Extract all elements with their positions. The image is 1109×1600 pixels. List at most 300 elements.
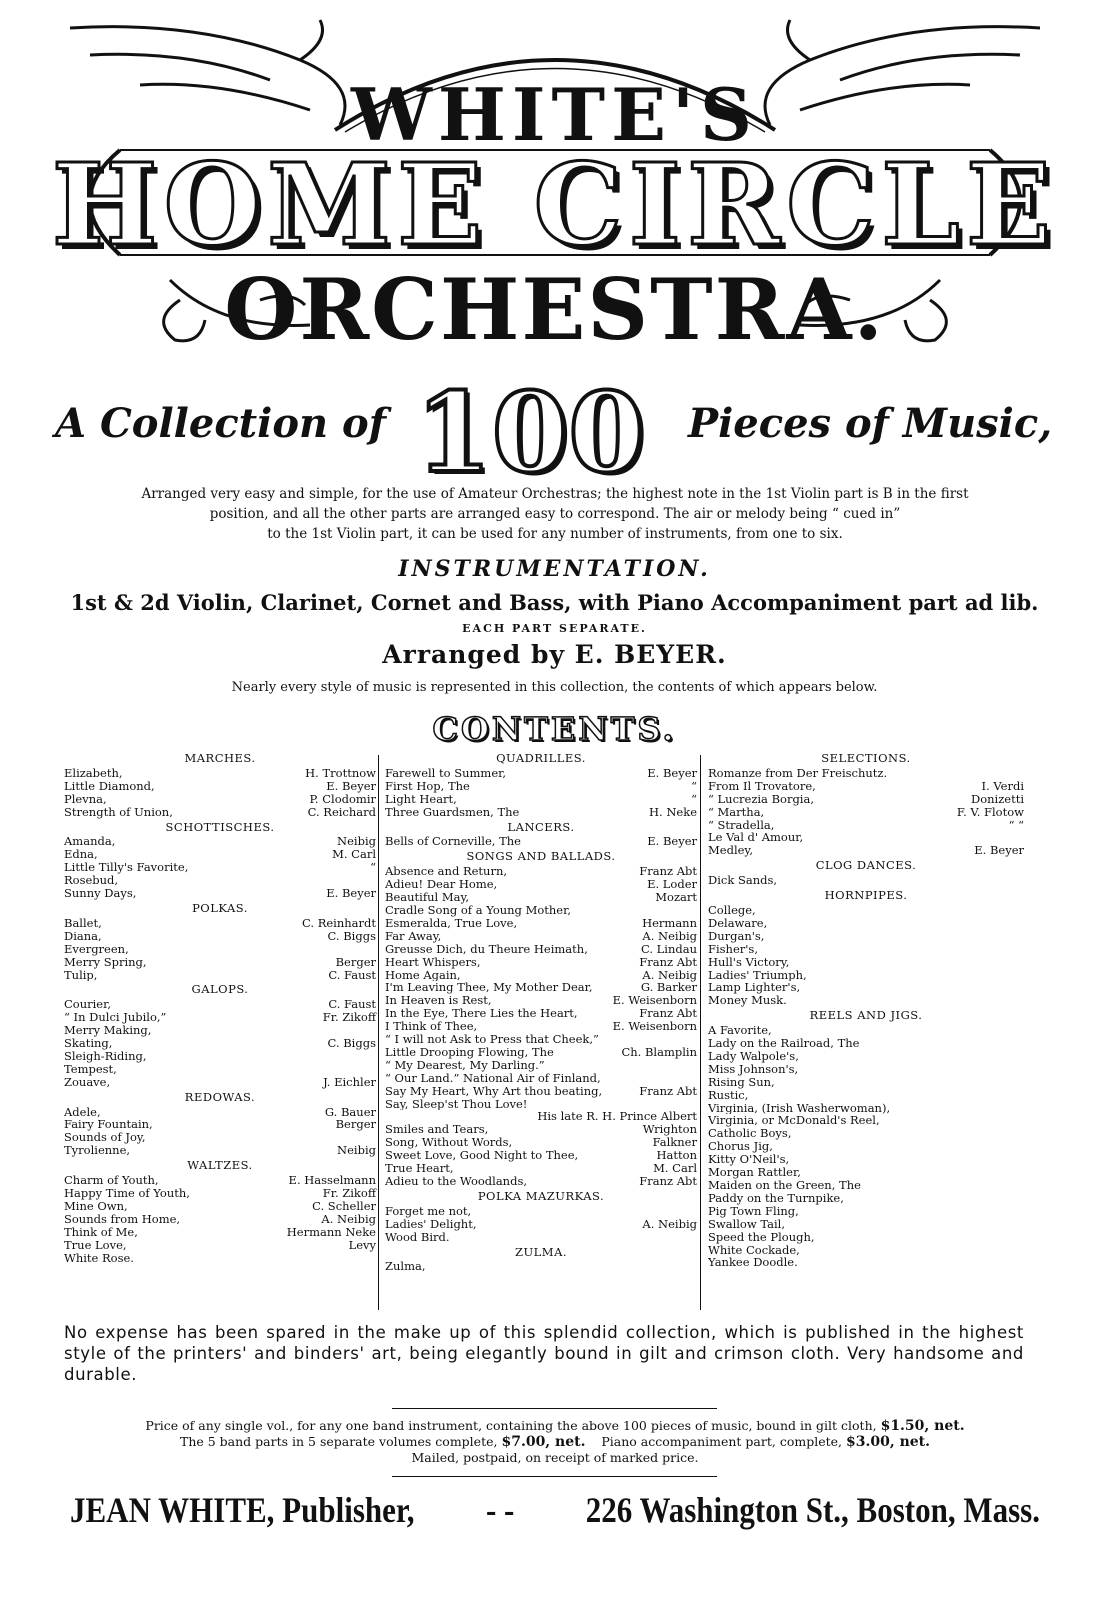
contents-entry bbox=[64, 956, 376, 969]
piece-title: Courier, bbox=[64, 998, 111, 1012]
composer-name: C. Reinhardt bbox=[302, 915, 376, 930]
piece-title: Sounds of Joy, bbox=[64, 1131, 146, 1145]
composer-name: E. Weisenborn bbox=[612, 1019, 697, 1034]
composer-name: Fr. Zikoff bbox=[322, 1010, 376, 1025]
contents-entry bbox=[385, 891, 697, 904]
piece-title: Say, Sleep'st Thou Love! bbox=[385, 1097, 528, 1111]
composer-name: C. Reichard bbox=[307, 804, 376, 819]
contents-entry bbox=[64, 1063, 376, 1076]
composer-name: Franz Abt bbox=[639, 1083, 697, 1098]
contents-entry bbox=[385, 1260, 697, 1273]
contents-entry bbox=[385, 1085, 697, 1098]
composer-name: E. Loder bbox=[647, 877, 697, 892]
publisher-footer bbox=[70, 1490, 1040, 1531]
composer-name bbox=[1018, 1244, 1024, 1257]
contents-entry bbox=[708, 874, 1024, 887]
piece-title: In the Eye, There Lies the Heart, bbox=[385, 1007, 578, 1021]
contents-column-1 bbox=[64, 750, 376, 1264]
contents-entry bbox=[708, 1166, 1024, 1179]
piece-title: Elizabeth, bbox=[64, 766, 123, 780]
composer-name bbox=[1018, 1166, 1024, 1179]
composer-name: E. Beyer bbox=[326, 778, 376, 793]
instrumentation-heading: INSTRUMENTATION. bbox=[398, 556, 711, 582]
contents-entry bbox=[708, 969, 1024, 982]
composer-name bbox=[370, 1063, 376, 1076]
contents-intro: Nearly every style of music is represented in this collection, the contents of which appears below. bbox=[231, 680, 878, 695]
piece-title: Delaware, bbox=[708, 916, 768, 930]
section-heading: WALTZES. bbox=[187, 1158, 253, 1173]
composer-name bbox=[1018, 1063, 1024, 1076]
piece-title: Adele, bbox=[64, 1105, 101, 1119]
piece-title: I Think of Thee, bbox=[385, 1020, 478, 1034]
composer-name bbox=[1018, 1050, 1024, 1063]
price-amount: $3.00, net. bbox=[846, 1434, 931, 1450]
piece-title: Rosebud, bbox=[64, 874, 119, 888]
piece-title: Little Drooping Flowing, The bbox=[385, 1045, 554, 1059]
composer-name: H. Trottnow bbox=[305, 765, 376, 780]
collection-number: 100 bbox=[415, 368, 645, 497]
composer-name: E. Weisenborn bbox=[612, 993, 697, 1008]
piece-title: I'm Leaving Thee, My Mother Dear, bbox=[385, 981, 593, 995]
section-heading: ZULMA. bbox=[514, 1244, 568, 1259]
composer-name: Franz Abt bbox=[639, 1006, 697, 1021]
piece-title: Hull's Victory, bbox=[708, 955, 790, 969]
piece-title: Merry Spring, bbox=[64, 955, 147, 969]
piece-title: White Rose. bbox=[64, 1251, 134, 1265]
column-divider bbox=[378, 755, 379, 1310]
contents-entry bbox=[64, 1050, 376, 1063]
contents-entry bbox=[385, 1218, 697, 1231]
piece-title: In Heaven is Rest, bbox=[385, 994, 492, 1008]
composer-name: Berger bbox=[335, 954, 376, 969]
contents-entry bbox=[64, 1239, 376, 1252]
piece-title: Little Diamond, bbox=[64, 779, 155, 793]
composer-name: M. Carl bbox=[332, 847, 376, 862]
section-heading: SCHOTTISCHES. bbox=[165, 819, 275, 834]
piece-title: Virginia, (Irish Washerwoman), bbox=[708, 1101, 891, 1115]
piece-title: Skating, bbox=[64, 1037, 113, 1050]
piece-title: Happy Time of Youth, bbox=[64, 1187, 190, 1200]
composer-name: A. Neibig bbox=[642, 1216, 697, 1231]
contents-entry bbox=[385, 904, 697, 917]
composer-name: C. Faust bbox=[328, 997, 376, 1012]
piece-title: Miss Johnson's, bbox=[708, 1062, 799, 1076]
composer-name: “ bbox=[370, 860, 376, 875]
contents-entry bbox=[64, 848, 376, 861]
divider-rule bbox=[392, 1408, 717, 1409]
collection-left-text: A Collection of bbox=[55, 400, 386, 447]
piece-title: Pig Town Fling, bbox=[708, 1204, 799, 1218]
composer-name: Berger bbox=[335, 1117, 376, 1132]
piece-title: Virginia, or McDonald's Reel, bbox=[708, 1114, 880, 1128]
piece-title: Cradle Song of a Young Mother, bbox=[385, 903, 571, 917]
section-heading: GALOPS. bbox=[191, 982, 249, 997]
contents-entry bbox=[708, 994, 1024, 1007]
contents-entry bbox=[385, 780, 697, 793]
contents-entry bbox=[385, 1059, 697, 1072]
composer-name bbox=[1018, 1205, 1024, 1218]
piece-title: Ballet, bbox=[64, 916, 102, 930]
piece-title: Rising Sun, bbox=[708, 1075, 775, 1089]
contents-entry bbox=[64, 1226, 376, 1239]
piece-title: Yankee Doodle. bbox=[708, 1256, 798, 1270]
composer-name bbox=[1018, 1114, 1024, 1127]
arranged-by: Arranged by E. BEYER. bbox=[382, 640, 727, 669]
section-heading: HORNPIPES. bbox=[824, 888, 908, 903]
composer-name: C. Scheller bbox=[312, 1198, 376, 1213]
mailing-note: Mailed, postpaid, on receipt of marked price. bbox=[411, 1450, 699, 1465]
section-heading: SONGS AND BALLADS. bbox=[466, 849, 616, 864]
piece-title: Durgan's, bbox=[708, 929, 765, 943]
composer-name: J. Eichler bbox=[323, 1074, 376, 1089]
price-amount: $7.00, net. bbox=[501, 1434, 586, 1450]
composer-name bbox=[1018, 917, 1024, 930]
piece-title: Plevna, bbox=[64, 792, 107, 806]
each-part-note: EACH PART SEPARATE. bbox=[462, 622, 647, 635]
price-text: Piano accompaniment part, complete, bbox=[601, 1434, 843, 1449]
piece-title: Evergreen, bbox=[64, 942, 129, 956]
contents-entry bbox=[385, 1136, 697, 1149]
piece-title: Kitty O'Neil's, bbox=[708, 1153, 790, 1167]
composer-name: “ bbox=[691, 791, 697, 806]
contents-entry bbox=[64, 1037, 376, 1050]
section-heading: CLOG DANCES. bbox=[815, 858, 917, 873]
piece-title: “ I will not Ask to Press that Cheek,” bbox=[385, 1033, 599, 1046]
piece-title: Far Away, bbox=[385, 929, 442, 943]
footer-dashes: - - bbox=[485, 1490, 515, 1531]
composer-name bbox=[1018, 1256, 1024, 1269]
contents-entry bbox=[708, 1063, 1024, 1076]
piece-title: Tyrolienne, bbox=[64, 1144, 131, 1158]
contents-entry bbox=[385, 1046, 697, 1059]
piece-title: “ Martha, bbox=[708, 805, 765, 819]
piece-title: Rustic, bbox=[708, 1088, 749, 1102]
contents-entry bbox=[385, 930, 697, 943]
composer-name: Hermann Neke bbox=[286, 1224, 376, 1239]
piece-title: Light Heart, bbox=[385, 792, 457, 806]
composer-name bbox=[1018, 969, 1024, 982]
composer-name bbox=[691, 1260, 697, 1273]
piece-title: “ My Dearest, My Darling.” bbox=[385, 1058, 545, 1072]
composer-name: C. Biggs bbox=[327, 1036, 376, 1051]
contents-heading: CONTENTS. bbox=[432, 710, 677, 748]
composer-name bbox=[1018, 943, 1024, 956]
contents-entry bbox=[385, 1020, 697, 1033]
composer-name: Levy bbox=[348, 1237, 376, 1252]
composer-name: E. Beyer bbox=[647, 765, 697, 780]
piece-title: Zulma, bbox=[385, 1260, 426, 1274]
contents-column-2 bbox=[385, 750, 697, 1273]
contents-entry bbox=[64, 930, 376, 943]
contents-entry bbox=[708, 943, 1024, 956]
contents-entry bbox=[708, 1205, 1024, 1218]
composer-name: E. Beyer bbox=[647, 834, 697, 849]
composer-name: M. Carl bbox=[653, 1161, 697, 1176]
contents-entry bbox=[64, 1252, 376, 1265]
piece-title: Song, Without Words, bbox=[385, 1136, 513, 1150]
price-line bbox=[40, 1418, 1070, 1434]
contents-entry bbox=[708, 1231, 1024, 1244]
piece-title: Diana, bbox=[64, 929, 102, 943]
piece-title: Le Val d' Amour, bbox=[708, 831, 804, 845]
contents-entry bbox=[64, 1213, 376, 1226]
contents-entry bbox=[64, 1131, 376, 1144]
divider-rule bbox=[392, 1476, 717, 1477]
piece-title: Say My Heart, Why Art thou beating, bbox=[385, 1084, 603, 1098]
piece-title: Zouave, bbox=[64, 1075, 111, 1089]
contents-entry bbox=[708, 1089, 1024, 1102]
price-line bbox=[40, 1434, 1070, 1450]
section-heading: LANCERS. bbox=[507, 819, 575, 834]
composer-name bbox=[1018, 1127, 1024, 1140]
composer-name: G. Barker bbox=[640, 980, 697, 995]
piece-title: Edna, bbox=[64, 848, 98, 862]
contents-entry bbox=[708, 1050, 1024, 1063]
composer-name bbox=[1018, 1192, 1024, 1205]
contents-entry bbox=[64, 835, 376, 848]
composer-name: Ch. Blamplin bbox=[621, 1044, 697, 1059]
contents-entry bbox=[708, 1127, 1024, 1140]
contents-entry bbox=[708, 780, 1024, 793]
piece-title: Romanze from Der Freischutz. bbox=[708, 766, 888, 780]
composer-name bbox=[1018, 1179, 1024, 1192]
price-amount: $1.50, net. bbox=[880, 1418, 965, 1434]
section-heading: POLKA MAZURKAS. bbox=[477, 1188, 605, 1203]
piece-title: Bells of Corneville, The bbox=[385, 835, 521, 849]
composer-name bbox=[1018, 1102, 1024, 1115]
composer-name bbox=[1018, 956, 1024, 969]
contents-entry bbox=[64, 780, 376, 793]
composer-name: Fr. Zikoff bbox=[322, 1186, 376, 1200]
piece-title: Charm of Youth, bbox=[64, 1174, 159, 1187]
contents-entry bbox=[708, 1153, 1024, 1166]
composer-name: E. Beyer bbox=[974, 843, 1024, 858]
piece-title: Fisher's, bbox=[708, 942, 758, 956]
contents-subline: His late R. H. Prince Albert bbox=[537, 1109, 697, 1124]
section-heading: SELECTIONS. bbox=[821, 751, 911, 765]
piece-title: Adieu! Dear Home, bbox=[385, 878, 498, 892]
title-home-circle: HOME CIRCLE bbox=[51, 140, 1058, 271]
contents-entry bbox=[708, 1114, 1024, 1127]
composer-name: E. Hasselmann bbox=[288, 1173, 376, 1188]
piece-title: Sunny Days, bbox=[64, 887, 137, 900]
composer-name bbox=[1018, 994, 1024, 1007]
collection-right-text: Pieces of Music, bbox=[688, 400, 1053, 447]
contents-entry bbox=[708, 917, 1024, 930]
contents-entry bbox=[708, 1256, 1024, 1269]
section-heading: REELS AND JIGS. bbox=[809, 1008, 923, 1023]
intro-paragraph bbox=[50, 484, 1060, 544]
composer-name bbox=[1018, 1153, 1024, 1166]
contents-entry bbox=[385, 956, 697, 969]
contents-entry bbox=[708, 819, 1024, 832]
composer-name: Franz Abt bbox=[639, 1174, 697, 1188]
piece-title: Heart Whispers, bbox=[385, 955, 481, 969]
contents-entry bbox=[64, 1118, 376, 1131]
piece-title: Three Guardsmen, The bbox=[385, 805, 520, 819]
composer-name bbox=[370, 1252, 376, 1265]
piece-title: Sleigh-Riding, bbox=[64, 1049, 147, 1063]
composer-name: Franz Abt bbox=[639, 864, 697, 879]
contents-entry bbox=[385, 1231, 697, 1244]
composer-name bbox=[691, 1072, 697, 1085]
piece-title: Swallow Tail, bbox=[708, 1217, 786, 1231]
composer-name bbox=[370, 1050, 376, 1063]
piece-title: Merry Making, bbox=[64, 1024, 152, 1038]
contents-entry bbox=[708, 930, 1024, 943]
piece-title: White Cockade, bbox=[708, 1243, 800, 1257]
title-whites: WHITE'S bbox=[350, 72, 759, 157]
contents-entry bbox=[64, 1200, 376, 1213]
composer-name bbox=[1018, 930, 1024, 943]
composer-name: H. Neke bbox=[649, 804, 697, 819]
piece-title: Greusse Dich, du Theure Heimath, bbox=[385, 942, 588, 956]
piece-title: Sweet Love, Good Night to Thee, bbox=[385, 1149, 579, 1163]
contents-entry bbox=[385, 1205, 697, 1218]
contents-entry bbox=[385, 943, 697, 956]
contents-entry bbox=[385, 806, 697, 819]
intro-line: Arranged very easy and simple, for the use of Amateur Orchestras; the highest note in the 1st Violin part is B in the first bbox=[141, 486, 969, 502]
composer-name bbox=[1018, 1231, 1024, 1244]
piece-title: Speed the Plough, bbox=[708, 1230, 815, 1244]
section-heading: QUADRILLES. bbox=[496, 751, 586, 765]
composer-name bbox=[1018, 1218, 1024, 1231]
intro-line: position, and all the other parts are arranged easy to correspond. The air or melody being “ cued in” bbox=[209, 506, 901, 522]
title-orchestra: ORCHESTRA. bbox=[224, 260, 885, 359]
piece-title: Chorus Jig, bbox=[708, 1140, 773, 1154]
piece-title: Fairy Fountain, bbox=[64, 1118, 153, 1132]
contents-entry bbox=[64, 969, 376, 982]
piece-title: Lamp Lighter's, bbox=[708, 981, 801, 995]
contents-entry bbox=[708, 767, 1024, 780]
piece-title: Tulip, bbox=[64, 968, 98, 982]
contents-entry bbox=[708, 1024, 1024, 1037]
intro-line: to the 1st Violin part, it can be used for any number of instruments, from one to six. bbox=[267, 526, 843, 542]
piece-title: Sounds from Home, bbox=[64, 1212, 181, 1226]
composer-name bbox=[1018, 767, 1024, 780]
composer-name bbox=[1018, 1140, 1024, 1153]
contents-entry bbox=[385, 767, 697, 780]
composer-name bbox=[1018, 1037, 1024, 1050]
contents-entry bbox=[708, 1140, 1024, 1153]
piece-title: Amanda, bbox=[64, 835, 116, 849]
composer-name: Wrighton bbox=[642, 1122, 697, 1137]
composer-name: Mozart bbox=[655, 890, 697, 905]
piece-title: Tempest, bbox=[64, 1062, 117, 1076]
piece-title: Think of Me, bbox=[64, 1225, 138, 1239]
price-block bbox=[40, 1418, 1070, 1466]
contents-entry bbox=[708, 1076, 1024, 1089]
composer-name: C. Biggs bbox=[327, 928, 376, 943]
masthead bbox=[0, 0, 1109, 380]
contents-entry bbox=[385, 835, 697, 848]
piece-title: Maiden on the Green, The bbox=[708, 1179, 861, 1192]
contents-entry bbox=[64, 806, 376, 819]
contents-entry bbox=[385, 1072, 697, 1085]
contents-entry bbox=[708, 981, 1024, 994]
contents-entry bbox=[708, 904, 1024, 917]
price-text: The 5 band parts in 5 separate volumes complete, bbox=[179, 1434, 498, 1449]
contents-entry bbox=[385, 793, 697, 806]
contents-entry bbox=[64, 767, 376, 780]
composer-name: A. Neibig bbox=[642, 928, 697, 943]
piece-title: Ladies' Delight, bbox=[385, 1217, 477, 1231]
composer-name: “ bbox=[691, 778, 697, 793]
composer-name bbox=[691, 1059, 697, 1072]
price-text: Price of any single vol., for any one band instrument, containing the above 100 pieces of music, bound in gilt cloth, bbox=[145, 1418, 877, 1433]
instrumentation-text: 1st & 2d Violin, Clarinet, Cornet and Bass, with Piano Accompaniment part ad lib. bbox=[70, 590, 1039, 615]
piece-title: Mine Own, bbox=[64, 1199, 128, 1213]
composer-name: E. Beyer bbox=[326, 886, 376, 901]
piece-title: Wood Bird. bbox=[385, 1230, 450, 1244]
contents-entry bbox=[708, 1179, 1024, 1192]
composer-name: C. Lindau bbox=[640, 941, 697, 956]
contents-entry bbox=[708, 1192, 1024, 1205]
composer-name bbox=[1018, 1089, 1024, 1102]
composer-name: P. Clodomir bbox=[309, 791, 376, 806]
piece-title: Medley, bbox=[708, 844, 754, 858]
composer-name bbox=[691, 1231, 697, 1244]
composer-name bbox=[370, 943, 376, 956]
composer-name bbox=[1018, 874, 1024, 887]
contents-column-3 bbox=[708, 750, 1024, 1269]
piece-title: Smiles and Tears, bbox=[385, 1123, 489, 1137]
composer-name bbox=[1018, 1024, 1024, 1037]
contents-entry bbox=[64, 887, 376, 900]
contents-entry bbox=[708, 1244, 1024, 1257]
composer-name: C. Faust bbox=[328, 967, 376, 982]
publisher-address: 226 Washington St., Boston, Mass. bbox=[585, 1490, 1040, 1531]
contents-entry bbox=[708, 1218, 1024, 1231]
piece-title: Adieu to the Woodlands, bbox=[385, 1175, 528, 1188]
piece-title: Esmeralda, True Love, bbox=[385, 916, 518, 930]
section-heading: POLKAS. bbox=[192, 900, 248, 915]
publisher-name: JEAN WHITE, Publisher, bbox=[70, 1490, 415, 1531]
composer-name: Falkner bbox=[652, 1135, 697, 1150]
piece-title: Home Again, bbox=[385, 968, 461, 982]
composer-name: G. Bauer bbox=[324, 1104, 376, 1119]
composer-name bbox=[1018, 1076, 1024, 1089]
section-heading: MARCHES. bbox=[184, 751, 256, 765]
composer-name bbox=[1018, 904, 1024, 917]
piece-title: Catholic Boys, bbox=[708, 1127, 792, 1141]
piece-title: Absence and Return, bbox=[385, 865, 508, 879]
piece-title: Beautiful May, bbox=[385, 891, 470, 904]
composer-name: F. V. Flotow bbox=[956, 804, 1024, 819]
composer-name: Neibig bbox=[337, 834, 376, 849]
closing-paragraph: No expense has been spared in the make up of this splendid collection, which is published in the highest style of the printers' and binders' art, being elegantly bound in gilt and crimson cloth. Very handsome and durable. bbox=[64, 1323, 1024, 1384]
composer-name: Hermann bbox=[642, 915, 697, 930]
contents-entry bbox=[708, 793, 1024, 806]
piece-title: Dick Sands, bbox=[708, 874, 778, 888]
composer-name: A. Neibig bbox=[642, 967, 697, 982]
contents-entry bbox=[64, 917, 376, 930]
piece-title: Farewell to Summer, bbox=[385, 766, 507, 780]
contents-entry bbox=[64, 943, 376, 956]
contents-entry bbox=[385, 1033, 697, 1046]
piece-title: Little Tilly's Favorite, bbox=[64, 861, 189, 875]
contents-entry bbox=[385, 1149, 697, 1162]
composer-name bbox=[691, 904, 697, 917]
piece-title: Paddy on the Turnpike, bbox=[708, 1191, 844, 1205]
composer-name: I. Verdi bbox=[981, 778, 1024, 793]
composer-name bbox=[691, 1205, 697, 1218]
contents-entry bbox=[708, 1102, 1024, 1115]
contents-entry bbox=[708, 806, 1024, 819]
piece-title: Forget me not, bbox=[385, 1204, 472, 1218]
composer-name: Neibig bbox=[337, 1143, 376, 1158]
piece-title: Lady Walpole's, bbox=[708, 1049, 799, 1063]
